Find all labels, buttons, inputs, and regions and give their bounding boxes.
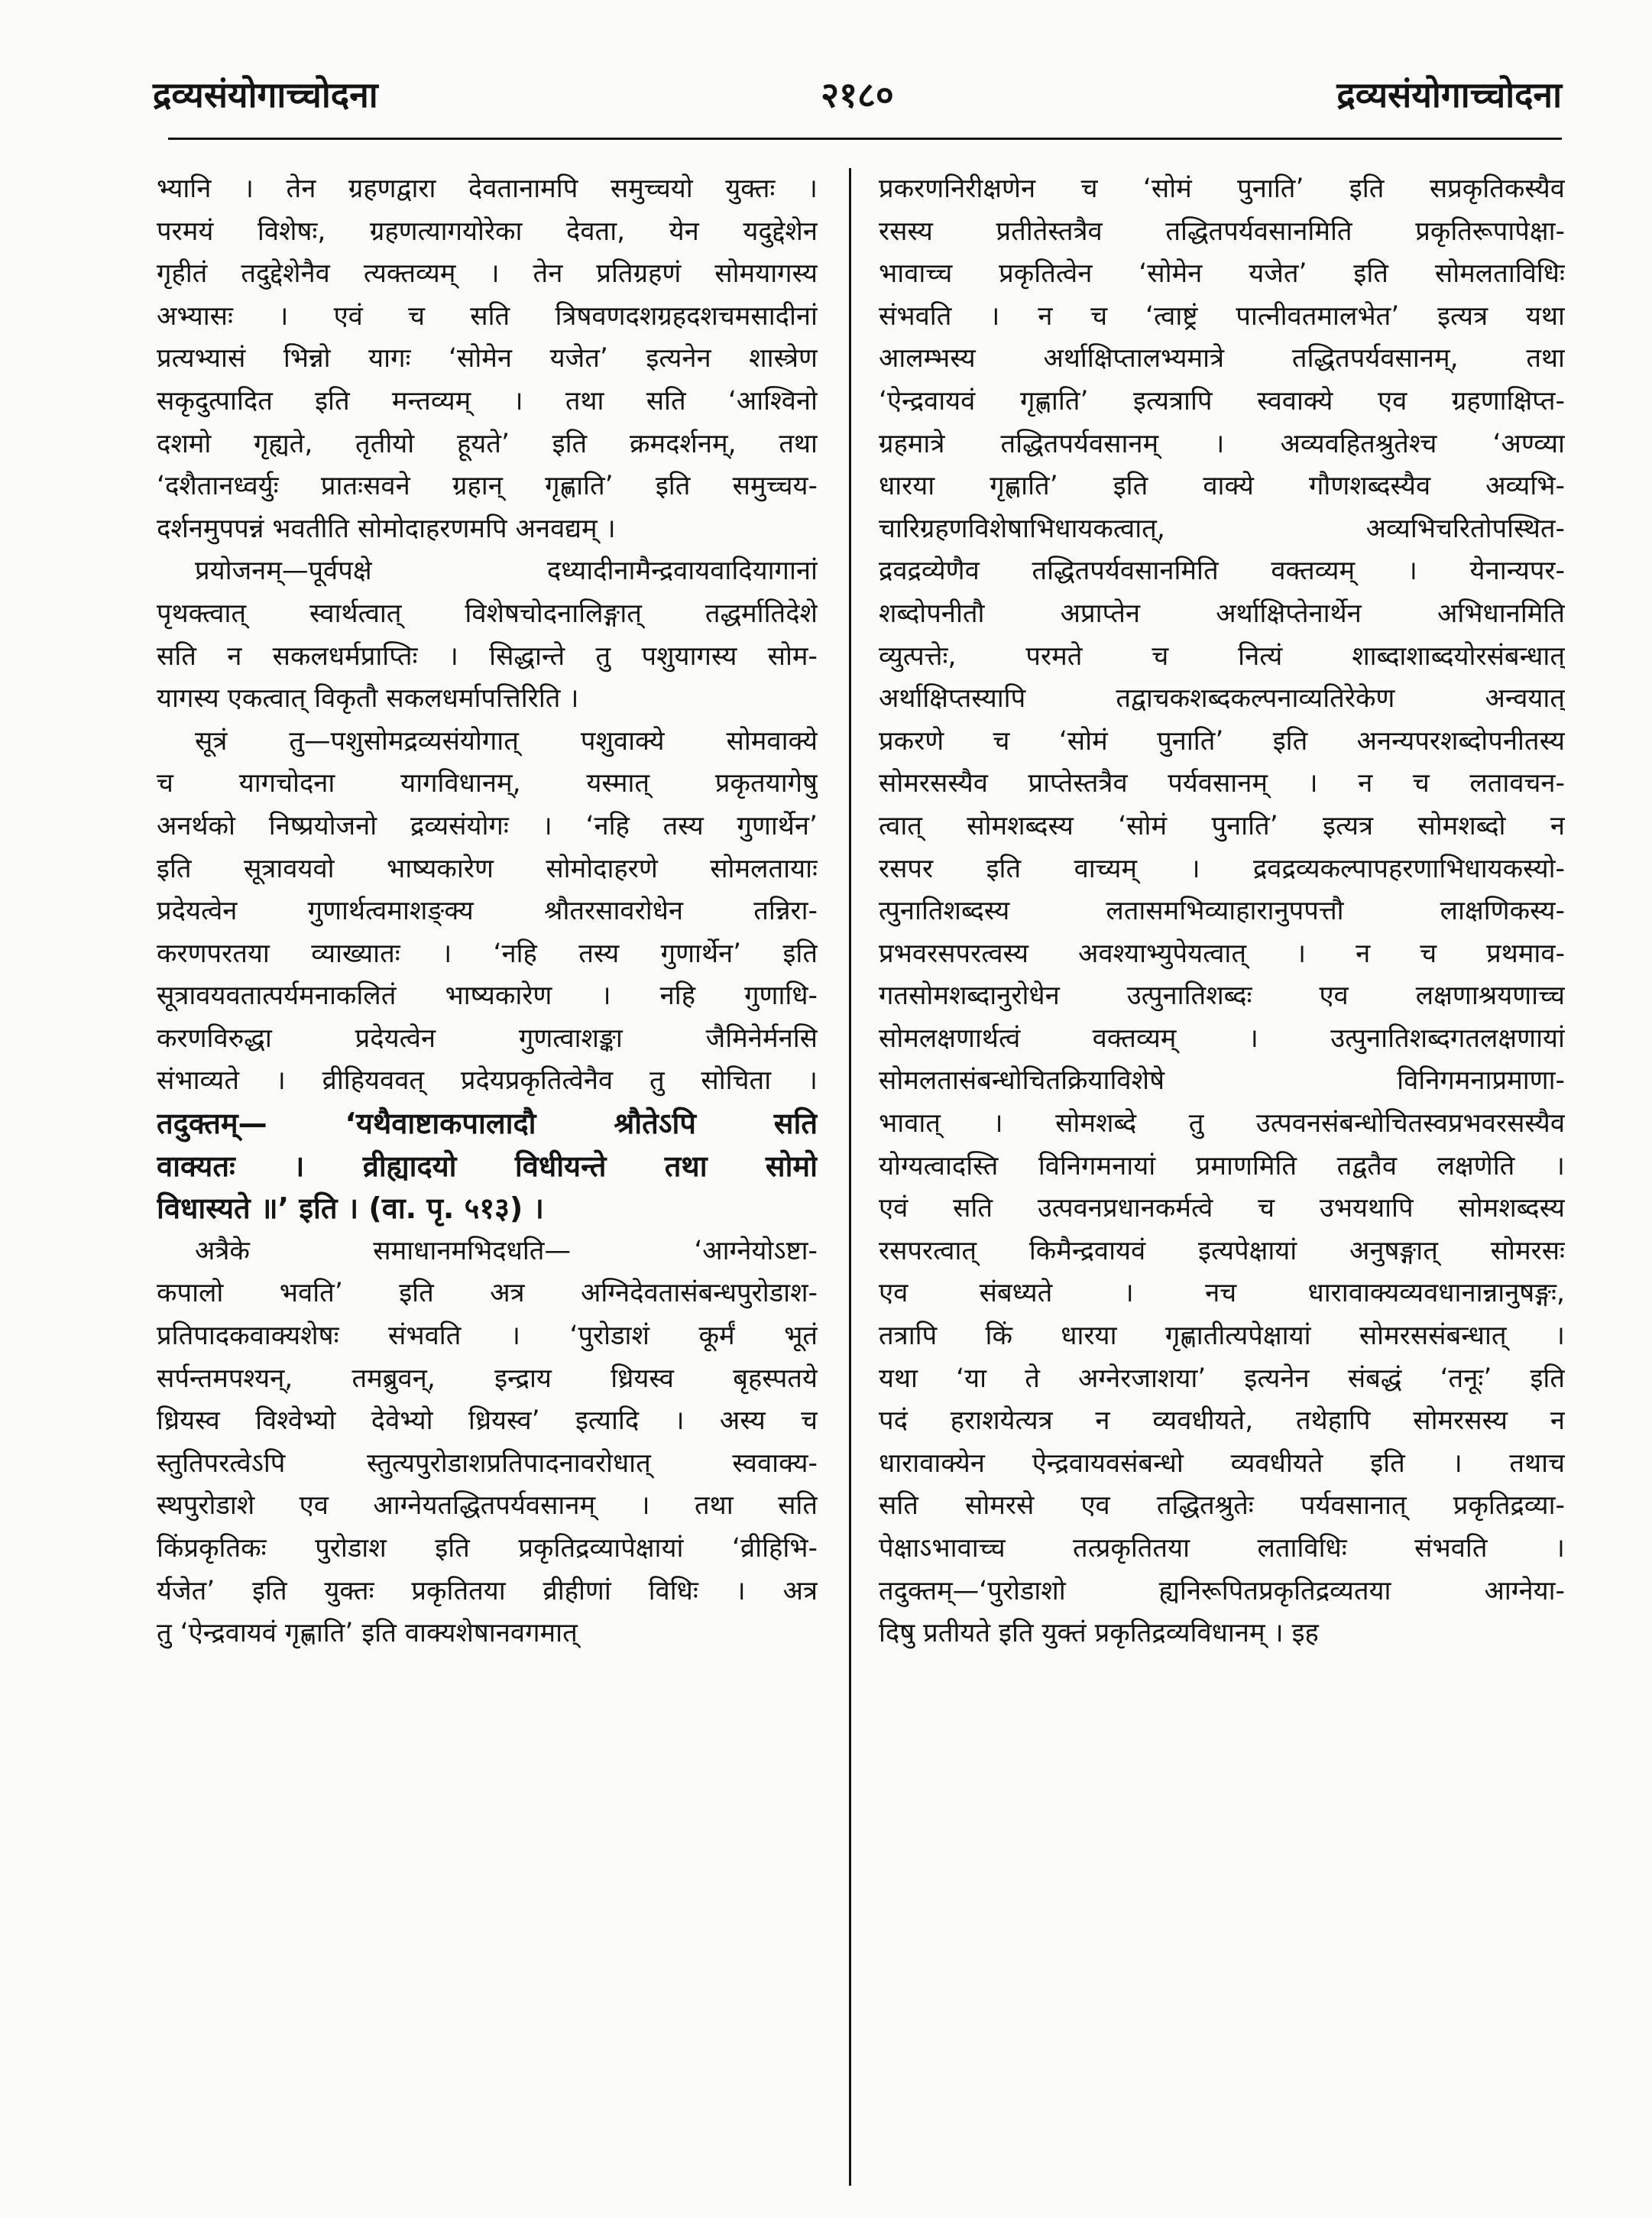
right-column-line: पदं हराशयेत्यत्र न व्यवधीयते, तथेहापि सोमरसस्य न	[879, 1405, 1565, 1437]
left-column-line: ‘दशैतानध्वर्युः प्रातःसवने ग्रहान् गृह्णाति’ इति समुच्चय-	[157, 471, 818, 502]
left-column-line: दशमो गृह्यते, तृतीयो हूयते’ इति क्रमदर्शनम्, तथा	[157, 428, 818, 459]
right-column	[879, 168, 1565, 1655]
right-column-line: सोमलतासंबन्धोचितक्रियाविशेषे विनिगमनाप्रमाणा-	[879, 1065, 1565, 1097]
left-column-line: भ्यानि । तेन ग्रहणद्वारा देवतानामपि समुच्चयो युक्तः ।	[157, 173, 818, 204]
right-column-line: रसपरत्वात् किमैन्द्रवायवं इत्यपेक्षायां अनुषङ्गात् सोमरसः	[879, 1235, 1565, 1266]
running-header	[153, 70, 1562, 131]
page-number: २१८०	[821, 74, 894, 115]
right-column-line: योग्यत्वादस्ति विनिगमनायां प्रमाणमिति तद्वतैव लक्षणेति ।	[879, 1150, 1565, 1181]
left-column-line: तदुक्तम्— ‘यथैवाष्टाकपालादौ श्रौतेऽपि सति	[157, 1107, 818, 1141]
left-column-line: सूत्रं तु—पशुसोमद्रव्यसंयोगात् पशुवाक्ये सोमवाक्ये	[195, 725, 818, 757]
left-column-line: यागस्य एकत्वात् विकृतौ सकलधर्मापत्तिरिति ।	[157, 683, 579, 715]
right-column-line: सोमरसस्यैव प्राप्तेस्तत्रैव पर्यवसानम् । न च लतावचन-	[879, 768, 1565, 799]
right-column-line: भावाच्च प्रकृतित्वेन ‘सोमेन यजेत’ इति सोमलताविधिः	[879, 258, 1565, 290]
left-column-line: र्यजेत’ इति युक्तः प्रकृतितया व्रीहीणां विधिः । अत्र	[157, 1575, 818, 1606]
right-column-line: एवं सति उत्पवनप्रधानकर्मत्वे च उभयथापि सोमशब्दस्य	[879, 1193, 1565, 1224]
right-column-line: रसस्य प्रतीतेस्तत्रैव तद्धितपर्यवसानमिति प्रकृतिरूपापेक्षा-	[879, 216, 1565, 247]
right-column-line: तत्रापि किं धारया गृह्णातीत्यपेक्षायां सोमरससंबन्धात् ।	[879, 1321, 1565, 1352]
right-column-line: गतसोमशब्दानुरोधेन उत्पुनातिशब्दः एव लक्षणाश्रयणाच्च	[879, 980, 1565, 1012]
left-column-line: करणपरतया व्याख्यातः । ‘नहि तस्य गुणार्थेन’ इति	[157, 938, 818, 969]
left-column-line: किंप्रकृतिकः पुरोडाश इति प्रकृतिद्रव्यापेक्षायां ‘व्रीहिभि-	[157, 1533, 818, 1564]
right-column-line: सोमलक्षणार्थत्वं वक्तव्यम् । उत्पुनातिशब्दगतलक्षणायां	[879, 1023, 1565, 1054]
left-column-line: प्रतिपादकवाक्यशेषः संभवति । ‘पुरोडाशं कूर्मं भूतं	[157, 1321, 818, 1352]
left-column-line: स्तुतिपरत्वेऽपि स्तुत्यपुरोडाशप्रतिपादनावरोधात् स्ववाक्य-	[157, 1447, 818, 1479]
right-column-line: पेक्षाऽभावाच्च तत्प्रकृतितया लताविधिः संभवति ।	[879, 1533, 1565, 1564]
left-column-line: संभाव्यते । व्रीहियववत् प्रदेयप्रकृतित्वेनैव तु सोचिता ।	[157, 1065, 818, 1097]
left-column-line: परमयं विशेषः, ग्रहणत्यागयोरेका देवता, येन यदुद्देशेन	[157, 216, 818, 247]
right-column-line: शब्दोपनीतौ अप्राप्तेन अर्थाक्षिप्तेनार्थेन अभिधानमिति	[879, 598, 1565, 629]
left-column-line: ध्रियस्व विश्वेभ्यो देवेभ्यो ध्रियस्व’ इत्यादि । अस्य च	[157, 1405, 818, 1437]
left-column-line: च यागचोदना यागविधानम्, यस्मात् प्रकृतयागेषु	[157, 768, 818, 799]
left-column	[157, 168, 818, 1655]
left-column-line: करणविरुद्धा प्रदेयत्वेन गुणत्वाशङ्का जैमिनेर्मनसि	[157, 1023, 818, 1054]
left-column-line: अनर्थको निष्प्रयोजनो द्रव्यसंयोगः । ‘नहि तस्य गुणार्थेन’	[157, 810, 818, 841]
header-rule	[168, 138, 1562, 140]
left-column-line: प्रत्यभ्यासं भिन्नो यागः ‘सोमेन यजेत’ इत्यनेन शास्त्रेण	[157, 343, 818, 374]
right-column-line: रसपर इति वाच्यम् । द्रवद्रव्यकल्पापहरणाभिधायकस्यो-	[879, 853, 1565, 884]
left-column-line: अभ्यासः । एवं च सति त्रिषवणदशग्रहदशचमसादीनां	[157, 300, 818, 332]
column-divider	[849, 168, 851, 2186]
right-column-line: यथा ‘या ते अग्नेरजाशया’ इत्यनेन संबद्धं ‘तनूः’ इति	[879, 1363, 1565, 1394]
right-column-line: संभवति । न च ‘त्वाष्ट्रं पात्नीवतमालभेत’ इत्यत्र यथा	[879, 300, 1565, 332]
left-column-line: प्रयोजनम्—पूर्वपक्षे दध्यादीनामैन्द्रवायवादियागानां	[195, 556, 818, 587]
left-column-line: पृथक्त्वात् स्वार्थत्वात् विशेषचोदनालिङ्गात् तद्धर्मातिदेशे	[157, 598, 818, 629]
left-column-line: तु ‘ऐन्द्रवायवं गृह्णाति’ इति वाक्यशेषानवगमात्	[157, 1618, 578, 1649]
left-column-line: स्थपुरोडाशे एव आग्नेयतद्धितपर्यवसानम् । तथा सति	[157, 1490, 818, 1522]
left-column-line: गृहीतं तदुद्देशेनैव त्यक्तव्यम् । तेन प्रतिग्रहणं सोमयागस्य	[157, 258, 818, 290]
right-column-line: तदुक्तम्—‘पुरोडाशो ह्यनिरूपितप्रकृतिद्रव्यतया आग्नेया-	[879, 1575, 1565, 1606]
left-column-line: प्रदेयत्वेन गुणार्थत्वमाशङ्क्य श्रौतरसावरोधेन तन्निरा-	[157, 896, 818, 927]
left-column-line: दर्शनमुपपन्नं भवतीति सोमोदाहरणमपि अनवद्यम् ।	[157, 513, 616, 544]
left-column-line: सूत्रावयवतात्पर्यमनाकलितं भाष्यकारेण । नहि गुणाधि-	[157, 980, 818, 1012]
header-left-title: द्रव्यसंयोगाच्चोदना	[153, 74, 378, 115]
header-right-title: द्रव्यसंयोगाच्चोदना	[1336, 74, 1562, 115]
right-column-line: धारावाक्येन ऐन्द्रवायवसंबन्धो व्यवधीयते इति । तथाच	[879, 1447, 1565, 1479]
right-column-line: ‘ऐन्द्रवायवं गृह्णाति’ इत्यत्रापि स्ववाक्ये एव ग्रहणाक्षिप्त-	[879, 385, 1565, 416]
left-column-line: सति न सकलधर्मप्राप्तिः । सिद्धान्ते तु पशुयागस्य सोम-	[157, 640, 818, 672]
left-column-line: विधास्यते ॥’ इति । (वा. पृ. ५१३) ।	[157, 1191, 544, 1226]
right-column-line: त्वात् सोमशब्दस्य ‘सोमं पुनाति’ इत्यत्र सोमशब्दो न	[879, 810, 1565, 841]
right-column-line: दिषु प्रतीयते इति युक्तं प्रकृतिद्रव्यविधानम् । इह	[879, 1618, 1319, 1649]
right-column-line: प्रकरणनिरीक्षणेन च ‘सोमं पुनाति’ इति सप्रकृतिकस्यैव	[879, 173, 1565, 204]
right-column-line: प्रकरणे च ‘सोमं पुनाति’ इति अनन्यपरशब्दोपनीतस्य	[879, 725, 1565, 757]
left-column-line: इति सूत्रावयवो भाष्यकारेण सोमोदाहरणे सोमलतायाः	[157, 853, 818, 884]
left-column-line: सकृदुत्पादित इति मन्तव्यम् । तथा सति ‘आश्विनो	[157, 385, 818, 416]
right-column-line: व्युत्पत्तेः, परमते च नित्यं शाब्दाशाब्दयोरसंबन्धात्	[879, 640, 1565, 672]
left-column-line: वाक्यतः । व्रीह्यादयो विधीयन्ते तथा सोमो	[157, 1149, 818, 1183]
right-column-line: ग्रहमात्रे तद्धितपर्यवसानम् । अव्यवहितश्रुतेश्च ‘अण्व्या	[879, 428, 1565, 459]
right-column-line: एव संबध्यते । नच धारावाक्यव्यवधानान्नानुषङ्गः,	[879, 1278, 1565, 1309]
left-column-line: सर्पन्तमपश्यन्, तमब्रुवन्, इन्द्राय ध्रियस्व बृहस्पतये	[157, 1363, 818, 1394]
right-column-line: प्रभवरसपरत्वस्य अवश्याभ्युपेयत्वात् । न च प्रथमाव-	[879, 938, 1565, 969]
right-column-line: अर्थाक्षिप्तस्यापि तद्वाचकशब्दकल्पनाव्यतिरेकेण अन्वयात्	[879, 683, 1565, 715]
right-column-line: त्पुनातिशब्दस्य लतासमभिव्याहारानुपपत्तौ लाक्षणिकस्य-	[879, 896, 1565, 927]
left-column-line: कपालो भवति’ इति अत्र अग्निदेवतासंबन्धपुरोडाश-	[157, 1278, 818, 1309]
right-column-line: भावात् । सोमशब्दे तु उत्पवनसंबन्धोचितस्वप्रभवरसस्यैव	[879, 1108, 1565, 1139]
right-column-line: द्रवद्रव्येणैव तद्धितपर्यवसानमिति वक्तव्यम् । येनान्यपर-	[879, 556, 1565, 587]
left-column-line: अत्रैके समाधानमभिदधति— ‘आग्नेयोऽष्टा-	[195, 1235, 818, 1266]
right-column-line: चारिग्रहणविशेषाभिधायकत्वात्, अव्यभिचरितोपस्थित-	[879, 513, 1565, 544]
right-column-line: आलम्भस्य अर्थाक्षिप्तालभ्यमात्रे तद्धितपर्यवसानम्, तथा	[879, 343, 1565, 374]
right-column-line: सति सोमरसे एव तद्धितश्रुतेः पर्यवसानात् प्रकृतिद्रव्या-	[879, 1490, 1565, 1522]
right-column-line: धारया गृह्णाति’ इति वाक्ये गौणशब्दस्यैव अव्यभि-	[879, 471, 1565, 502]
